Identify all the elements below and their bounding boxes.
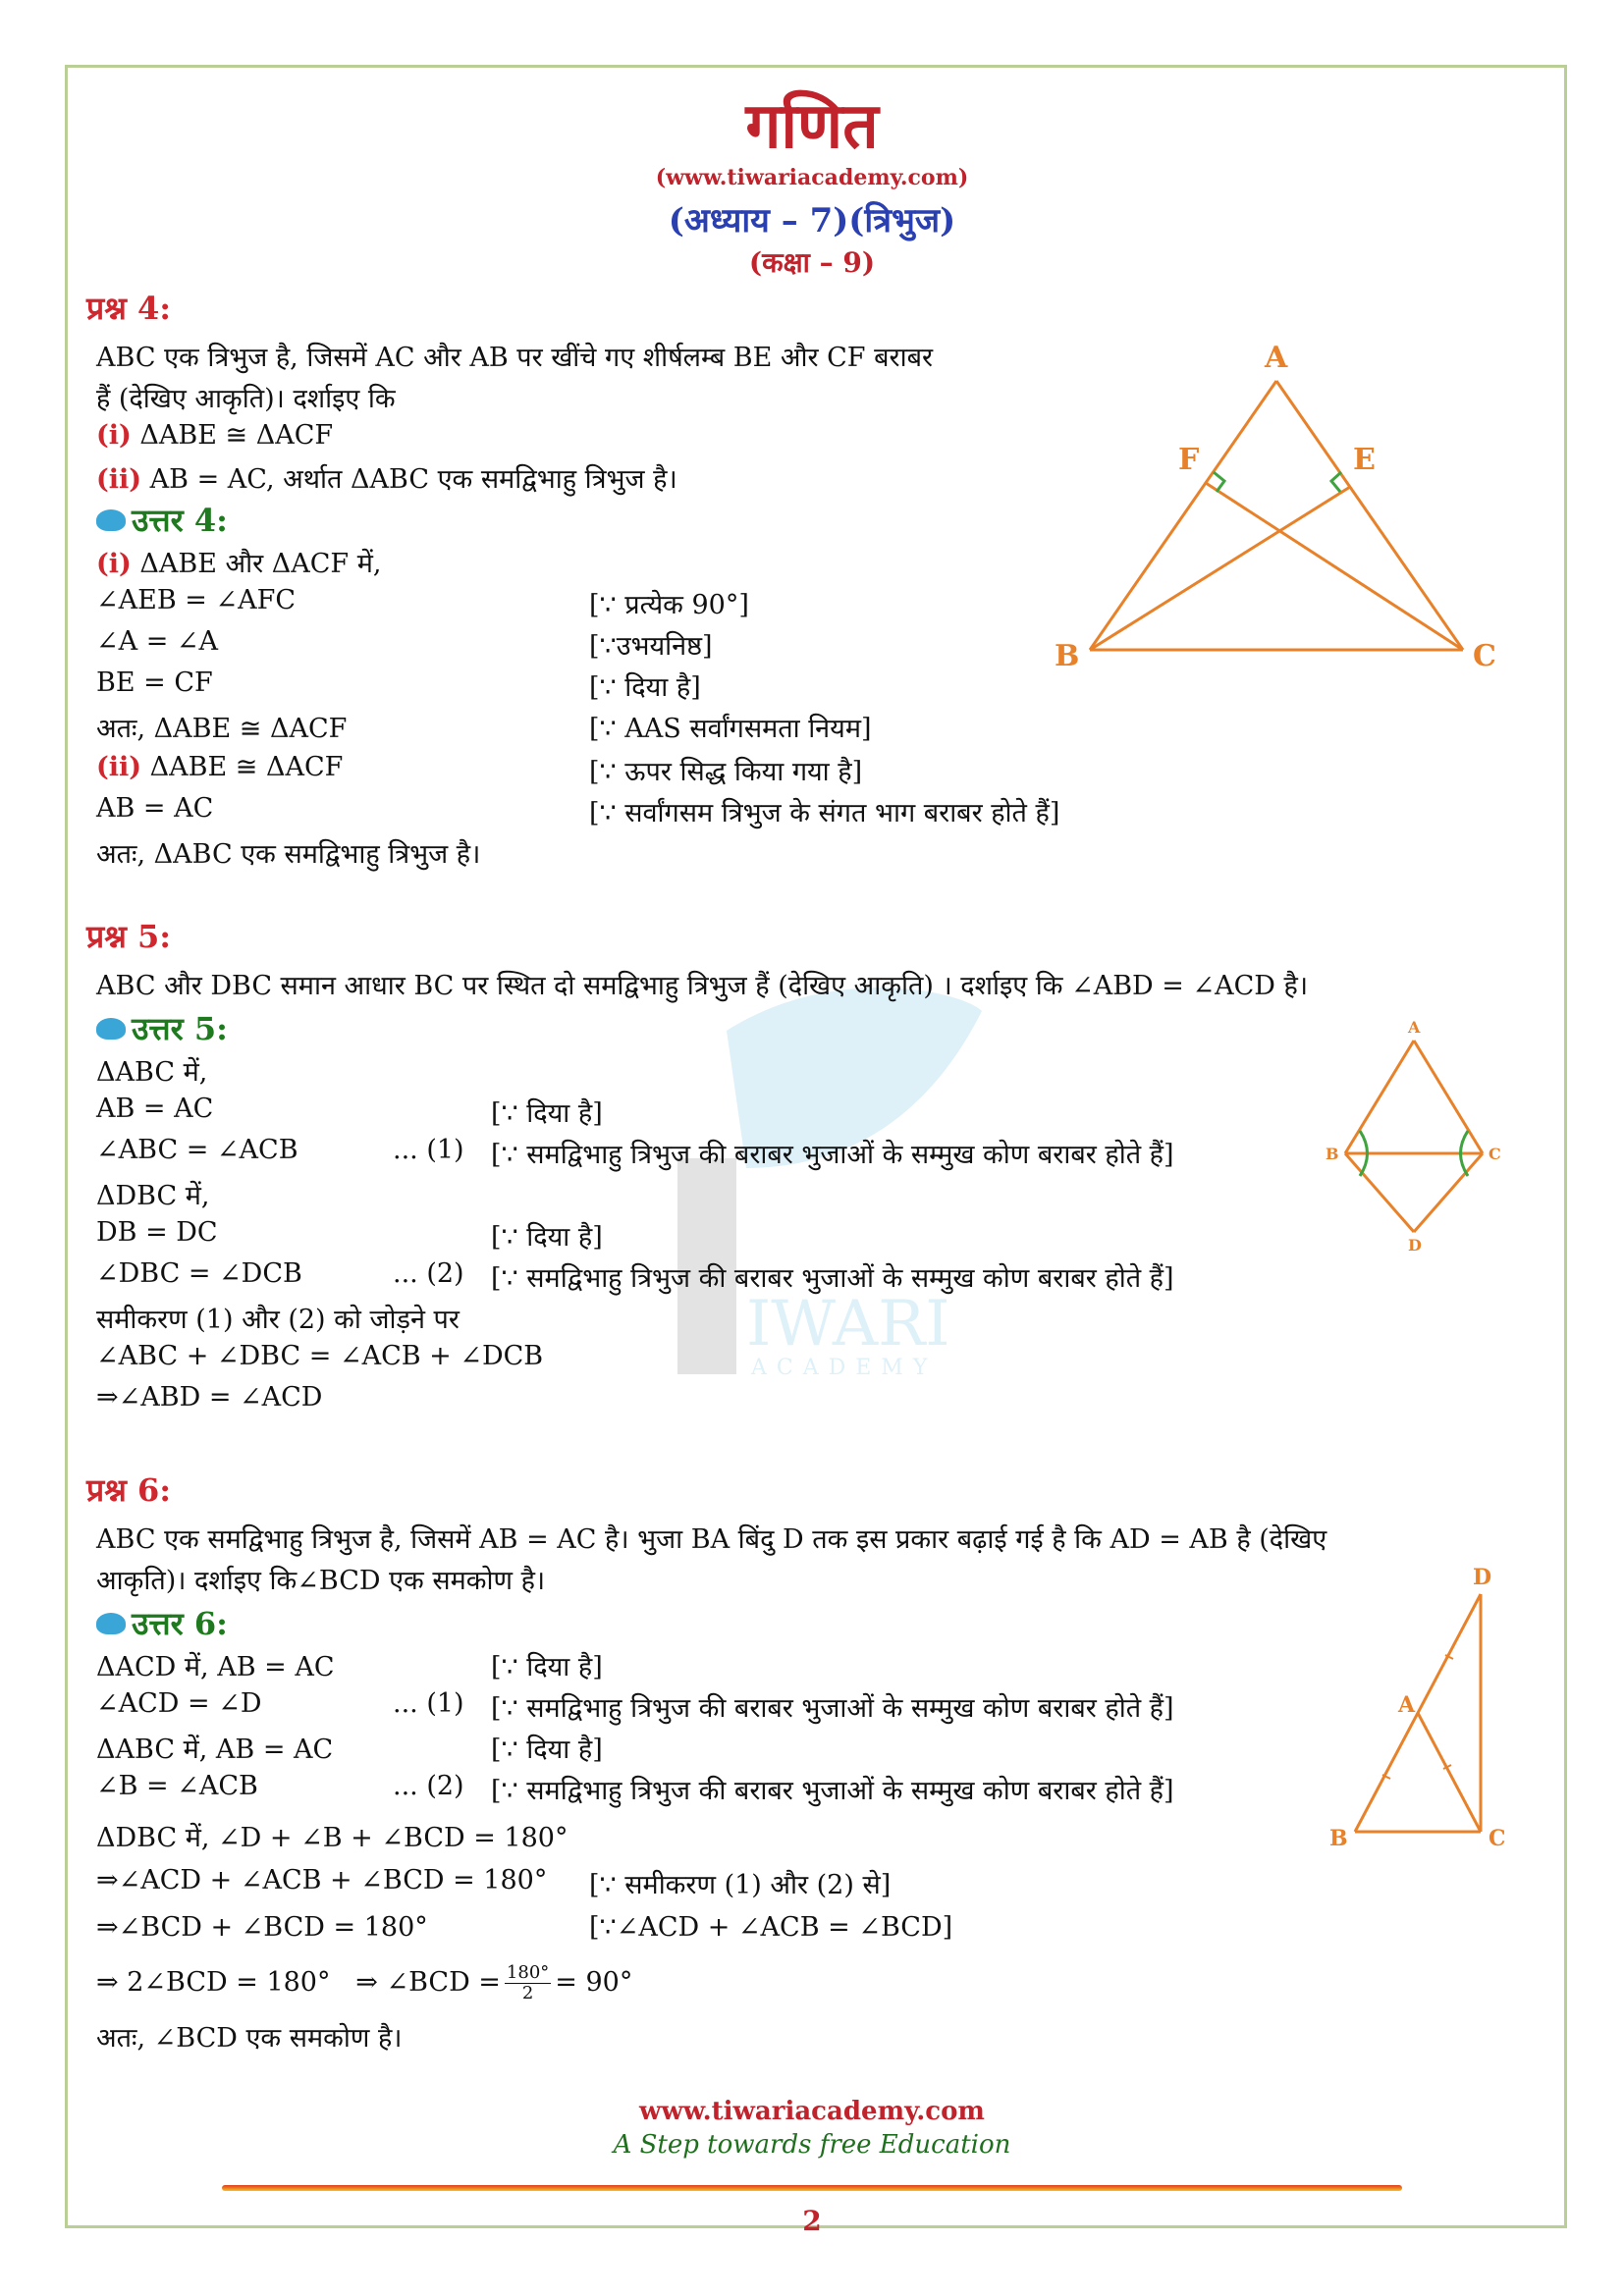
q5-step-3: ∠ABC = ∠ACB — [96, 1135, 298, 1165]
q5-step-6: ∠DBC = ∠DCB — [96, 1258, 302, 1289]
q6-text-line2: आकृति)। दर्शाइए कि∠BCD एक समकोण है। — [96, 1566, 546, 1596]
q5-figure — [1316, 1011, 1512, 1256]
q4-step-2: ∠A = ∠A — [96, 626, 219, 657]
q6-label-A: A — [1398, 1692, 1416, 1718]
q5-step-1: ΔABC में, — [96, 1057, 208, 1088]
q5-label-D: D — [1408, 1236, 1422, 1255]
chapter-heading: (अध्याय – 7)(त्रिभुज) — [668, 201, 956, 240]
q4-step-1: ∠AEB = ∠AFC — [96, 585, 296, 615]
q4-reason-3: [∵ दिया है] — [589, 672, 701, 703]
answer-6-label: उत्तर 6: — [96, 1602, 228, 1644]
q5-reason-6: [∵ समद्विभाहु त्रिभुज की बराबर भुजाओं के सम्मुख कोण बराबर होते हैं] — [491, 1263, 1174, 1294]
q6-eq-1: ... (1) — [393, 1688, 464, 1719]
q6-label-D: D — [1473, 1565, 1492, 1590]
q6-step-8: ⇒ 2∠BCD = 180° ⇒ ∠BCD = $\frac{180^\circ}{2}$ = 90° — [96, 1962, 633, 2003]
q4-figure — [1041, 334, 1512, 687]
q5-step-8: ∠ABC + ∠DBC = ∠ACB + ∠DCB — [96, 1341, 544, 1371]
q6-step-1: ΔACD में, AB = AC — [96, 1652, 335, 1682]
q6-reason-7: [∵∠ACD + ∠ACB = ∠BCD] — [589, 1912, 953, 1943]
q6-reason-3: [∵ दिया है] — [491, 1735, 603, 1765]
q4-reason-6: [∵ सर्वांगसम त्रिभुज के संगत भाग बराबर होते हैं] — [589, 798, 1060, 828]
q4-step-3: BE = CF — [96, 667, 213, 698]
q4-part-ii: (ii) AB = AC, अर्थात ΔABC एक समद्विभाहु त्रिभुज है। — [96, 464, 677, 495]
q4-reason-5: [∵ ऊपर सिद्ध किया गया है] — [589, 757, 863, 787]
q4-reason-4: [∵ AAS सर्वांगसमता नियम] — [589, 714, 872, 744]
q6-step-4: ∠B = ∠ACB — [96, 1771, 258, 1801]
q4-part-i: (i) ΔABE ≅ ΔACF — [96, 420, 334, 451]
watermark-sub: ACADEMY — [751, 1356, 938, 1380]
q4-reason-1: [∵ प्रत्येक 90°] — [589, 590, 749, 620]
q4-sol-i: (i) ΔABE और ΔACF में, — [96, 549, 382, 579]
page-number: 2 — [802, 2205, 822, 2237]
q6-step-7: ⇒∠BCD + ∠BCD = 180° — [96, 1912, 428, 1943]
q6-reason-6: [∵ समीकरण (1) और (2) से] — [589, 1870, 892, 1900]
q6-label-B: B — [1329, 1826, 1348, 1851]
answer-5-label: उत्तर 5: — [96, 1007, 228, 1049]
q6-fraction: $\frac{180^\circ}{2}$ — [506, 1962, 550, 2003]
footer-divider — [222, 2185, 1402, 2191]
footer-tagline: A Step towards free Education — [613, 2130, 1011, 2160]
q6-step-3: ΔABC में, AB = AC — [96, 1735, 334, 1765]
q5-label-B: B — [1326, 1145, 1339, 1163]
q6-reason-4: [∵ समद्विभाहु त्रिभुज की बराबर भुजाओं के सम्मुख कोण बराबर होते हैं] — [491, 1776, 1174, 1806]
q5-reason-3: [∵ समद्विभाहु त्रिभुज की बराबर भुजाओं के सम्मुख कोण बराबर होते हैं] — [491, 1140, 1174, 1170]
q5-step-2: AB = AC — [96, 1094, 214, 1124]
answer-4-label: उत्तर 4: — [96, 499, 228, 541]
q5-eq-1: ... (1) — [393, 1135, 464, 1165]
q6-text-line1: ABC एक समद्विभाहु त्रिभुज है, जिसमें AB = AC है। भुजा BA बिंदु D तक इस प्रकार बढ़ाई गई है कि AD = AB है (देखिए — [96, 1524, 1327, 1555]
footer-url[interactable]: www.tiwariacademy.com — [639, 2097, 985, 2126]
q5-step-4: ΔDBC में, — [96, 1181, 210, 1211]
q6-step-9: अतः, ∠BCD एक समकोण है। — [96, 2023, 403, 2054]
q5-text-line1: ABC और DBC समान आधार BC पर स्थित दो समद्विभाहु त्रिभुज हैं (देखिए आकृति) । दर्शाइए कि ∠ABD = ∠ACD है। — [96, 971, 1309, 1001]
q6-step-6: ⇒∠ACD + ∠ACB + ∠BCD = 180° — [96, 1865, 548, 1896]
q4-label-F: F — [1178, 443, 1200, 477]
tiwari-logo-icon — [96, 509, 126, 531]
q5-step-9: ⇒∠ABD = ∠ACD — [96, 1382, 323, 1413]
question-5-label: प्रश्न 5: — [86, 918, 172, 955]
q5-eq-2: ... (2) — [393, 1258, 464, 1289]
q4-text-line1: ABC एक त्रिभुज है, जिसमें AC और AB पर खींचे गए शीर्षलम्ब BE और CF बराबर — [96, 343, 934, 373]
q4-label-B: B — [1055, 639, 1080, 673]
q4-label-E: E — [1353, 443, 1376, 477]
tiwari-logo-icon — [96, 1018, 126, 1040]
tiwari-logo-icon — [96, 1613, 126, 1634]
q4-step-6: AB = AC — [96, 793, 214, 824]
q5-label-A: A — [1408, 1018, 1421, 1037]
question-6-label: प्रश्न 6: — [86, 1471, 172, 1509]
q4-step-5: (ii) ΔABE ≅ ΔACF — [96, 752, 344, 782]
q5-label-C: C — [1489, 1145, 1501, 1163]
header-url[interactable]: (www.tiwariacademy.com) — [655, 165, 969, 190]
q4-step-4: अतः, ΔABE ≅ ΔACF — [96, 714, 348, 744]
q4-label-C: C — [1473, 639, 1496, 673]
q5-reason-5: [∵ दिया है] — [491, 1222, 603, 1253]
watermark-main: IWARI — [746, 1288, 950, 1361]
question-4-label: प्रश्न 4: — [86, 290, 172, 327]
q6-reason-2: [∵ समद्विभाहु त्रिभुज की बराबर भुजाओं के सम्मुख कोण बराबर होते हैं] — [491, 1693, 1174, 1724]
q5-reason-2: [∵ दिया है] — [491, 1098, 603, 1129]
q6-step-2: ∠ACD = ∠D — [96, 1688, 262, 1719]
q4-label-A: A — [1265, 341, 1288, 375]
q6-eq-2: ... (2) — [393, 1771, 464, 1801]
q4-step-7: अतः, ΔABC एक समद्विभाहु त्रिभुज है। — [96, 839, 481, 870]
q4-reason-2: [∵उभयनिष्ठ] — [589, 631, 713, 662]
watermark-logo — [638, 972, 992, 1384]
q5-step-7: समीकरण (1) और (2) को जोड़ने पर — [96, 1305, 460, 1335]
class-heading: (कक्षा – 9) — [748, 246, 876, 279]
q6-step-5: ΔDBC में, ∠D + ∠B + ∠BCD = 180° — [96, 1823, 568, 1853]
q6-label-C: C — [1489, 1826, 1506, 1851]
page-title: गणित — [745, 89, 879, 163]
q4-text-line2: हैं (देखिए आकृति)। दर्शाइए कि — [96, 384, 396, 414]
q6-figure — [1316, 1561, 1532, 1855]
q6-reason-1: [∵ दिया है] — [491, 1652, 603, 1682]
q5-step-5: DB = DC — [96, 1217, 218, 1248]
